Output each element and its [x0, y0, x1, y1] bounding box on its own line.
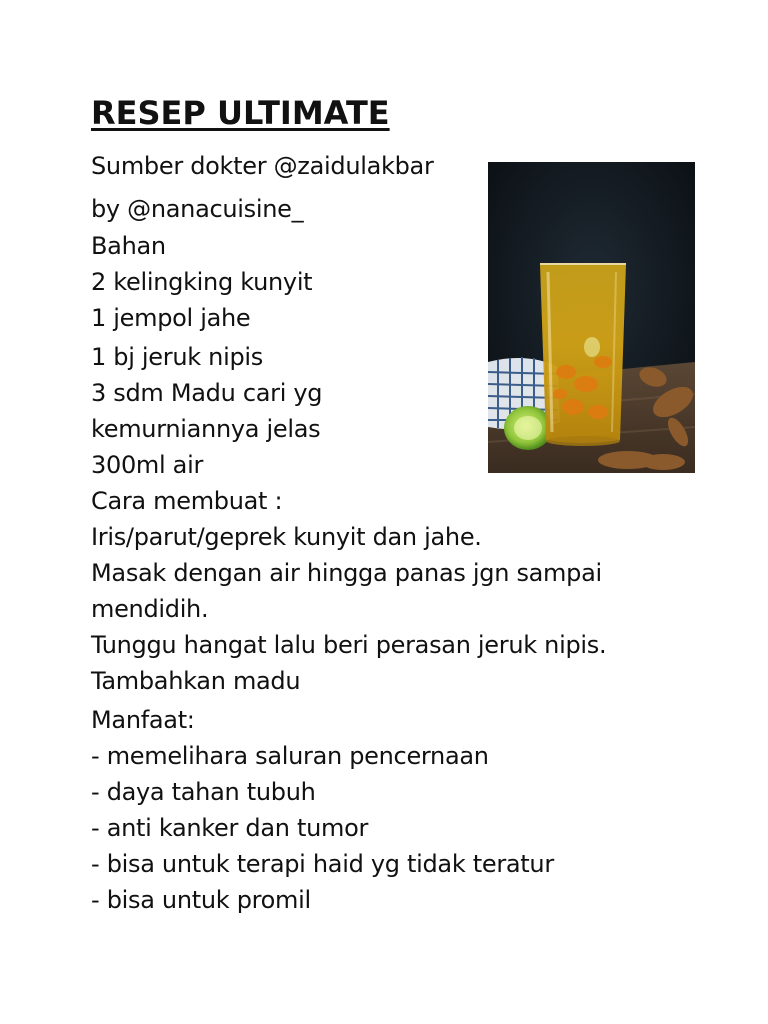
ingredient-item: 2 kelingking kunyit: [91, 268, 313, 296]
recipe-title: RESEP ULTIMATE: [91, 94, 390, 132]
turmeric-drink-photo: [488, 162, 695, 473]
author-line: by @nanacuisine_: [91, 195, 304, 223]
method-step: mendidih.: [91, 595, 209, 623]
benefit-item: - memelihara saluran pencernaan: [91, 742, 489, 770]
ingredient-item: 300ml air: [91, 451, 204, 479]
benefits-heading: Manfaat:: [91, 706, 195, 734]
ingredient-item: 3 sdm Madu cari yg: [91, 379, 323, 407]
method-step: Tambahkan madu: [91, 667, 301, 695]
ingredient-item: kemurniannya jelas: [91, 415, 321, 443]
ingredients-heading: Bahan: [91, 232, 166, 260]
benefit-item: - bisa untuk terapi haid yg tidak teratur: [91, 850, 554, 878]
benefit-item: - bisa untuk promil: [91, 886, 311, 914]
method-heading: Cara membuat :: [91, 487, 283, 515]
benefit-item: - daya tahan tubuh: [91, 778, 316, 806]
source-line: Sumber dokter @zaidulakbar: [91, 152, 434, 180]
method-step: Tunggu hangat lalu beri perasan jeruk nipis.: [91, 631, 607, 659]
benefit-item: - anti kanker dan tumor: [91, 814, 369, 842]
method-step: Masak dengan air hingga panas jgn sampai: [91, 559, 602, 587]
method-step: Iris/parut/geprek kunyit dan jahe.: [91, 523, 482, 551]
ingredient-item: 1 jempol jahe: [91, 304, 251, 332]
ingredient-item: 1 bj jeruk nipis: [91, 343, 263, 371]
